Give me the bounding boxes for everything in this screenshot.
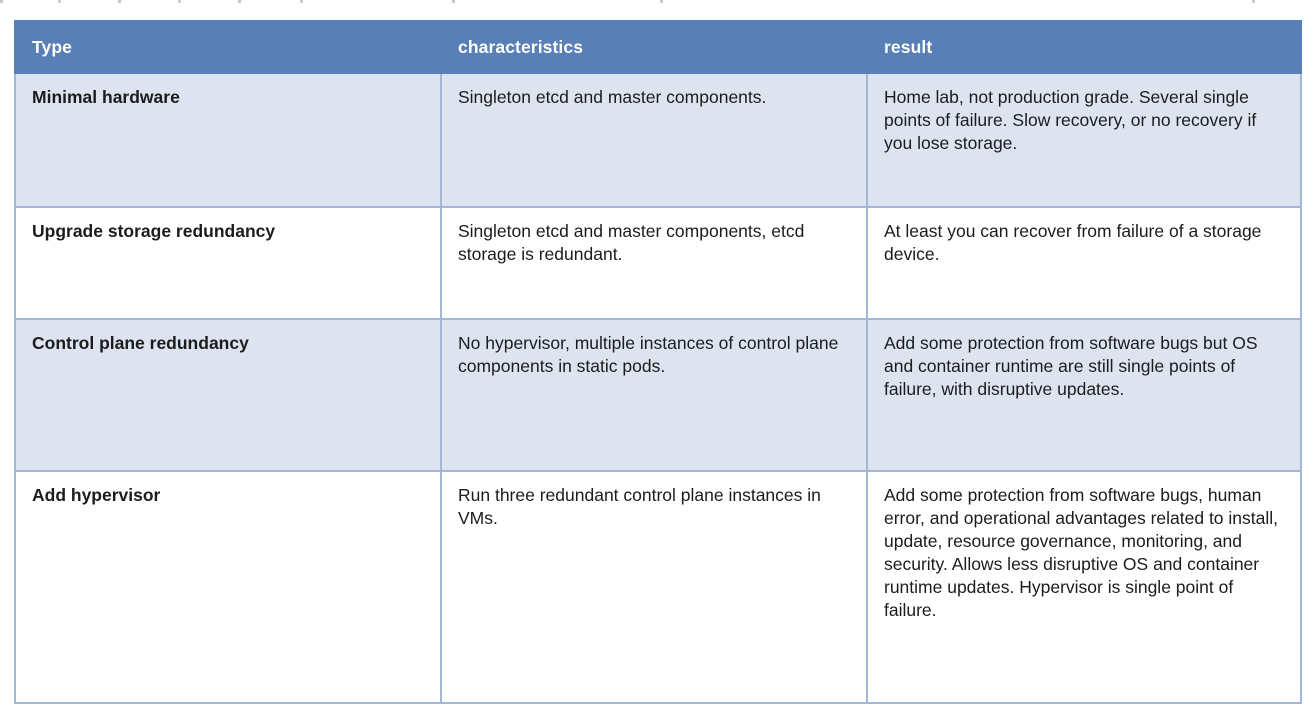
table-row	[15, 207, 1301, 319]
column-header-result: result	[867, 21, 1301, 73]
cell-result: Add some protection from software bugs but OS and container runtime are still single points of failure, with disruptive updates.	[867, 319, 1301, 471]
cell-result: Home lab, not production grade. Several single points of failure. Slow recovery, or no recovery if you lose storage.	[867, 73, 1301, 207]
column-header-type: Type	[15, 21, 441, 73]
cell-type: Minimal hardware	[15, 73, 441, 207]
cell-type: Control plane redundancy	[15, 319, 441, 471]
cell-result: At least you can recover from failure of a storage device.	[867, 207, 1301, 319]
cell-result: Add some protection from software bugs, human error, and operational advantages related to install, update, resource governance, monitoring, and security. Allows less disruptive OS and container runtime updates. Hypervisor is single point of failure.	[867, 471, 1301, 703]
table-row	[15, 471, 1301, 703]
cell-type: Upgrade storage redundancy	[15, 207, 441, 319]
clipped-text-artifact	[0, 0, 3, 3]
cell-characteristics: No hypervisor, multiple instances of control plane components in static pods.	[441, 319, 867, 471]
cell-characteristics: Singleton etcd and master components, etcd storage is redundant.	[441, 207, 867, 319]
cell-characteristics: Singleton etcd and master components.	[441, 73, 867, 207]
header-row	[15, 21, 1301, 73]
table-header	[15, 21, 1301, 73]
table-body	[15, 73, 1301, 703]
column-header-characteristics: characteristics	[441, 21, 867, 73]
comparison-table	[14, 20, 1302, 704]
cell-type: Add hypervisor	[15, 471, 441, 703]
cell-characteristics: Run three redundant control plane instances in VMs.	[441, 471, 867, 703]
table-row	[15, 73, 1301, 207]
table-row	[15, 319, 1301, 471]
